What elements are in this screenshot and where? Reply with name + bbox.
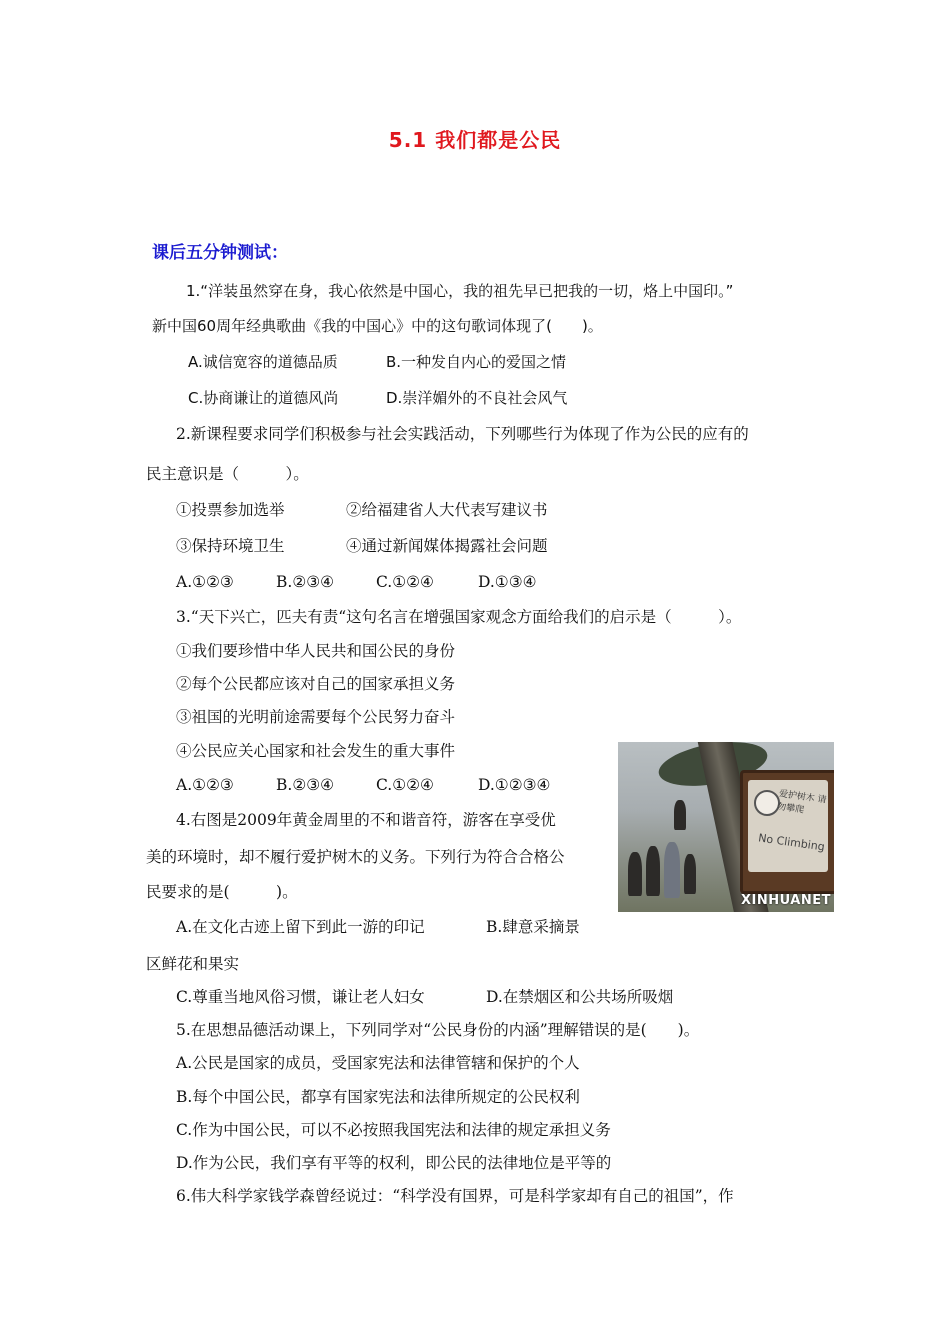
q4-option-d: D.在禁烟区和公共场所吸烟: [486, 988, 674, 1006]
no-climbing-photo: [618, 742, 834, 912]
q3-option-d: D.①②③④: [478, 776, 551, 794]
q1-stem-line1: 1.“洋装虽然穿在身，我心依然是中国心，我的祖先早已把我的一切，烙上中国印。”: [186, 282, 734, 300]
tourist-figure: [646, 846, 660, 896]
q2-option-c: C.①②④: [376, 573, 434, 591]
q2-stem-line2: 民主意识是（ ）。: [146, 465, 309, 483]
q2-option-d: D.①③④: [478, 573, 537, 591]
q5-option-a: A.公民是国家的成员，受国家宪法和法律管辖和保护的个人: [176, 1054, 580, 1072]
tourist-figure: [684, 854, 696, 894]
q5-option-d: D.作为公民，我们享有平等的权利，即公民的法律地位是平等的: [176, 1154, 612, 1172]
q4-stem-line2: 美的环境时，却不履行爱护树木的义务。下列行为符合合格公: [146, 848, 565, 866]
tourist-figure: [664, 842, 680, 898]
q3-stem: 3.“天下兴亡，匹夫有责“这句名言在增强国家观念方面给我们的启示是（ ）。: [176, 608, 742, 626]
q4-option-c: C.尊重当地风俗习惯，谦让老人妇女: [176, 988, 425, 1006]
section-heading: 课后五分钟测试：: [152, 243, 288, 263]
q3-item-4: ④公民应关心国家和社会发生的重大事件: [176, 742, 456, 760]
q1-option-d: D.崇洋媚外的不良社会风气: [386, 389, 568, 407]
q2-item-1: ①投票参加选举: [176, 501, 285, 519]
q6-stem-line1: 6.伟大科学家钱学森曾经说过：“科学没有国界，可是科学家却有自己的祖国”，作: [176, 1187, 734, 1205]
q2-item-3: ③保持环境卫生: [176, 537, 285, 555]
page-title: 5.1 我们都是公民: [388, 128, 562, 152]
q4-option-b: B.肆意采摘景: [486, 918, 580, 936]
sign-english-text: No Climbing: [757, 831, 826, 854]
q4-option-b-continued: 区鲜花和果实: [146, 955, 240, 973]
q3-option-c: C.①②④: [376, 776, 434, 794]
q2-item-4: ④通过新闻媒体揭露社会问题: [346, 537, 548, 555]
tourist-figure: [628, 852, 642, 896]
q5-option-c: C.作为中国公民，可以不必按照我国宪法和法律的规定承担义务: [176, 1121, 611, 1139]
q4-stem-line1: 4.右图是2009年黄金周里的不和谐音符，游客在享受优: [176, 811, 556, 829]
q2-stem-line1: 2.新课程要求同学们积极参与社会实践活动，下列哪些行为体现了作为公民的应有的: [176, 425, 749, 443]
q3-item-1: ①我们要珍惜中华人民共和国公民的身份: [176, 642, 456, 660]
q4-option-a: A.在文化古迹上留下到此一游的印记: [176, 918, 425, 936]
q3-option-b: B.②③④: [276, 776, 335, 794]
q1-option-a: A.诚信宽容的道德品质: [188, 353, 338, 371]
q2-option-b: B.②③④: [276, 573, 335, 591]
q1-option-b: B.一种发自内心的爱国之情: [386, 353, 567, 371]
sign-chinese-text: 爱护树木 请勿攀爬: [776, 789, 828, 816]
q5-option-b: B.每个中国公民，都享有国家宪法和法律所规定的公民权利: [176, 1088, 580, 1106]
no-climbing-icon: [754, 790, 780, 816]
watermark: XINHUANET: [741, 893, 831, 908]
q3-item-2: ②每个公民都应该对自己的国家承担义务: [176, 675, 456, 693]
q3-item-3: ③祖国的光明前途需要每个公民努力奋斗: [176, 708, 456, 726]
q3-option-a: A.①②③: [176, 776, 234, 794]
q2-option-a: A.①②③: [176, 573, 234, 591]
q2-item-2: ②给福建省人大代表写建议书: [346, 501, 548, 519]
q1-option-c: C.协商谦让的道德风尚: [188, 389, 339, 407]
q1-stem-line2: 新中国60周年经典歌曲《我的中国心》中的这句歌词体现了( )。: [152, 317, 603, 335]
q5-stem: 5.在思想品德活动课上，下列同学对“公民身份的内涵”理解错误的是( )。: [176, 1021, 700, 1039]
climber-figure: [674, 800, 686, 830]
q4-stem-line3: 民要求的是( )。: [146, 883, 298, 901]
